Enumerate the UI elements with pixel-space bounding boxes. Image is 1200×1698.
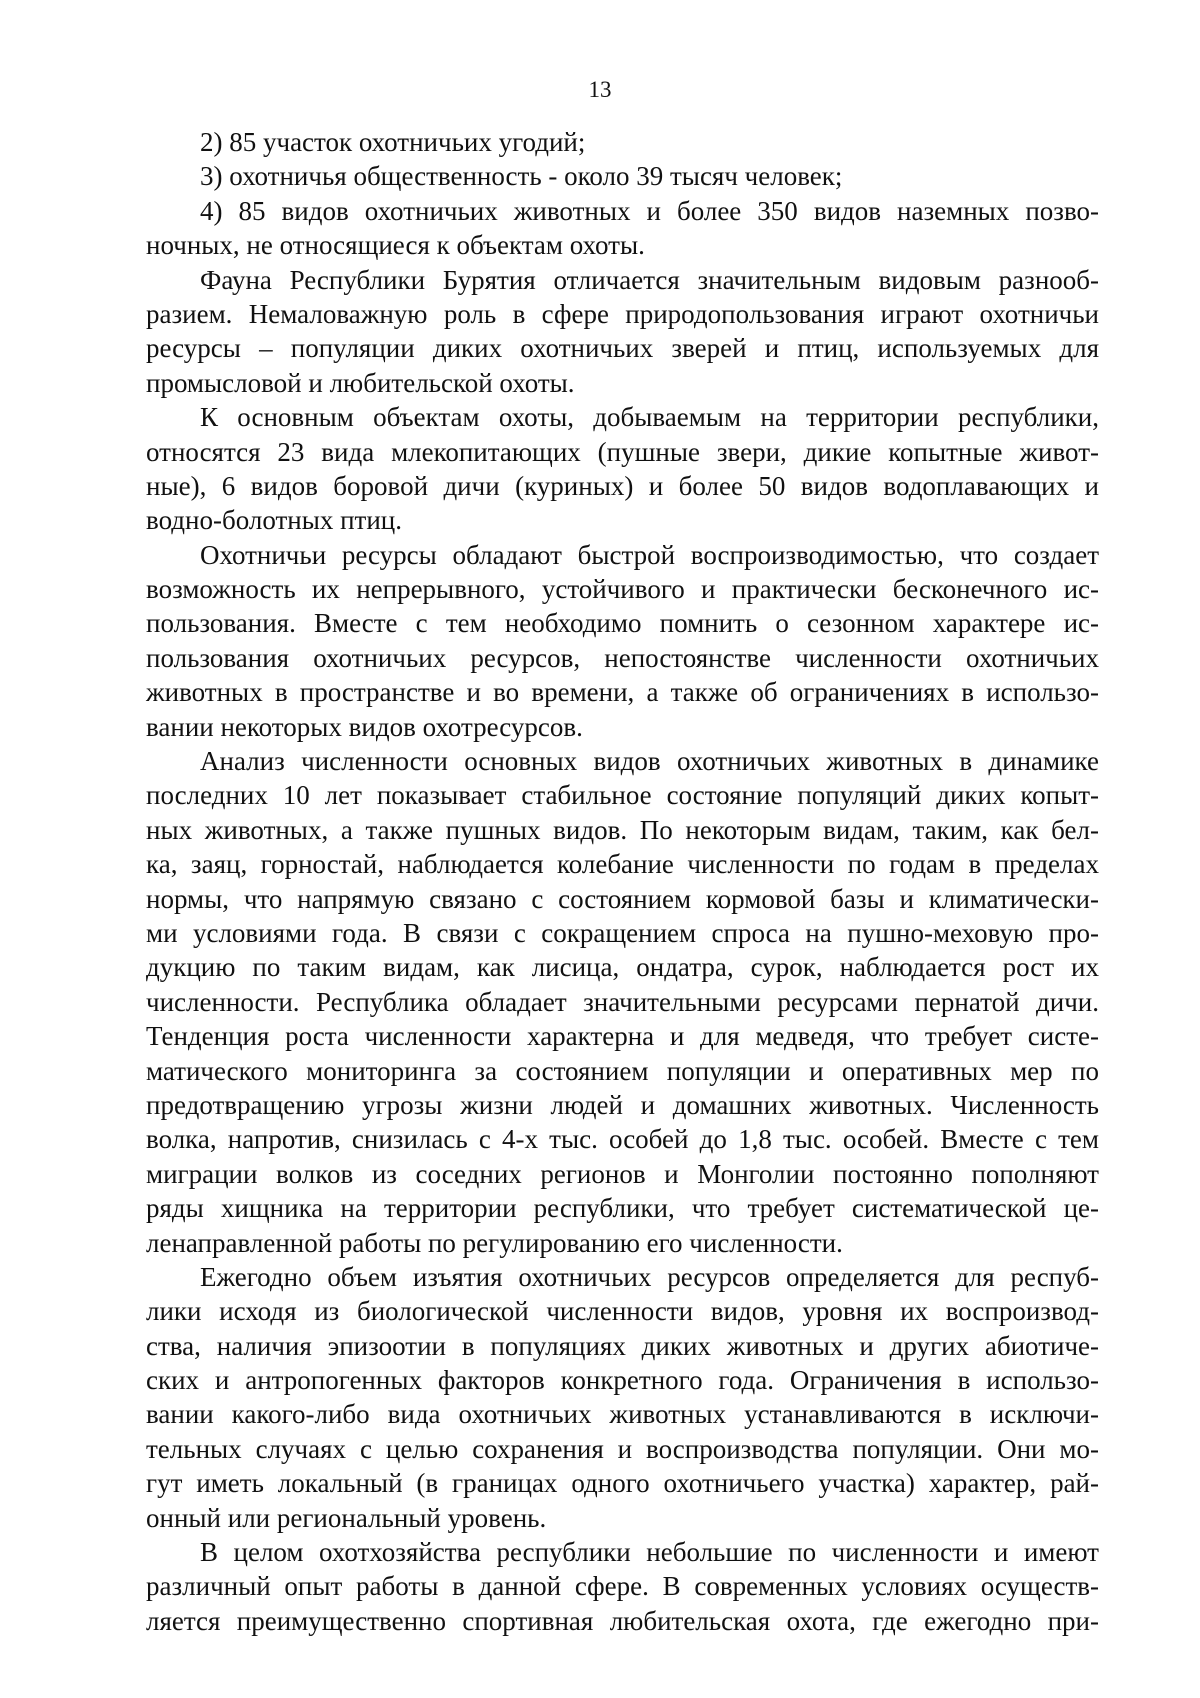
text-line: волка, напротив, снизилась с 4-х тыс. особей до 1,8 тыс. особей. Вместе с тем [146, 1124, 1099, 1155]
paragraph [146, 1260, 1099, 1535]
text-line: Фауна Республики Бурятия отличается значительным видовым разнооб- [200, 264, 1099, 295]
text-line: различный опыт работы в данной сфере. В современных условиях осуществ- [146, 1571, 1099, 1602]
text-line: относятся 23 вида млекопитающих (пушные звери, дикие копытные живот- [146, 436, 1099, 467]
text-line: 4) 85 видов охотничьих животных и более 350 видов наземных позво- [200, 195, 1099, 226]
text-line: ка, заяц, горностай, наблюдается колебание численности по годам в пределах [146, 849, 1099, 880]
text-line: разием. Немаловажную роль в сфере природопользования играют охотничьи [146, 298, 1099, 329]
text-line: тельных случаях с целью сохранения и воспроизводства популяции. Они мо- [146, 1433, 1099, 1464]
text-line: промысловой и любительской охоты. [146, 367, 575, 398]
text-line: матического мониторинга за состоянием популяции и оперативных мер по [146, 1055, 1099, 1086]
text-line: ночных, не относящиеся к объектам охоты. [146, 230, 645, 261]
text-line: пользования. Вместе с тем необходимо помнить о сезонном характере ис- [146, 608, 1099, 639]
text-line: возможность их непрерывного, устойчивого и практически бесконечного ис- [146, 574, 1099, 605]
text-line: вании некоторых видов охотресурсов. [146, 711, 583, 742]
text-line: ресурсы – популяции диких охотничьих зверей и птиц, используемых для [146, 333, 1099, 364]
text-line: нормы, что напрямую связано с состоянием кормовой базы и климатически- [146, 883, 1099, 914]
paragraph [146, 538, 1099, 744]
text-line: 2) 85 участок охотничьих угодий; [200, 127, 586, 157]
text-line: численности. Республика обладает значительными ресурсами пернатой дичи. [146, 986, 1099, 1017]
text-line: пользования охотничьих ресурсов, непостоянстве численности охотничьих [146, 642, 1099, 673]
paragraph [146, 159, 1099, 193]
text-line: онный или региональный уровень. [146, 1502, 547, 1533]
text-line: предотвращению угрозы жизни людей и домашних животных. Численность [146, 1089, 1099, 1120]
body-text [146, 125, 1099, 1638]
text-line: Анализ численности основных видов охотничьих животных в динамике [200, 746, 1099, 777]
paragraph [146, 194, 1099, 263]
paragraph [146, 125, 1099, 159]
paragraph [146, 744, 1099, 1260]
text-line: К основным объектам охоты, добываемым на территории республики, [200, 402, 1099, 433]
text-line: животных в пространстве и во времени, а также об ограничениях в использо- [146, 677, 1099, 708]
text-line: Ежегодно объем изъятия охотничьих ресурсов определяется для респуб- [200, 1261, 1099, 1292]
text-line: лики исходя из биологической численности видов, уровня их воспроизвод- [146, 1296, 1099, 1327]
text-line: ленаправленной работы по регулированию его численности. [146, 1227, 843, 1258]
text-line: ских и антропогенных факторов конкретного года. Ограничения в использо- [146, 1365, 1099, 1396]
text-line: В целом охотхозяйства республики небольшие по численности и имеют [200, 1537, 1099, 1568]
text-line: гут иметь локальный (в границах одного охотничьего участка) характер, рай- [146, 1468, 1099, 1499]
text-line: ные), 6 видов боровой дичи (куриных) и более 50 видов водоплавающих и [146, 470, 1099, 501]
text-line: ных животных, а также пушных видов. По некоторым видам, таким, как бел- [146, 814, 1099, 845]
text-line: Охотничьи ресурсы обладают быстрой воспроизводимостью, что создает [200, 539, 1099, 570]
text-line: Тенденция роста численности характерна и для медведя, что требует систе- [146, 1021, 1099, 1052]
text-line: миграции волков из соседних регионов и Монголии постоянно пополняют [146, 1158, 1099, 1189]
paragraph [146, 1535, 1099, 1638]
text-line: водно-болотных птиц. [146, 505, 402, 536]
text-line: дукцию по таким видам, как лисица, ондатра, сурок, наблюдается рост их [146, 952, 1099, 983]
text-line: ми условиями года. В связи с сокращением спроса на пушно-меховую про- [146, 917, 1099, 948]
text-line: последних 10 лет показывает стабильное состояние популяций диких копыт- [146, 780, 1099, 811]
paragraph [146, 263, 1099, 401]
text-line: вании какого-либо вида охотничьих животных устанавливаются в исключи- [146, 1399, 1099, 1430]
text-line: ряды хищника на территории республики, что требует систематической це- [146, 1193, 1099, 1224]
paragraph [146, 400, 1099, 538]
page-number: 13 [588, 77, 612, 102]
text-line: 3) охотничья общественность - около 39 тысяч человек; [200, 161, 843, 192]
text-line: ляется преимущественно спортивная любительская охота, где ежегодно при- [146, 1605, 1099, 1636]
text-line: ства, наличия эпизоотии в популяциях диких животных и других абиотиче- [146, 1330, 1099, 1361]
